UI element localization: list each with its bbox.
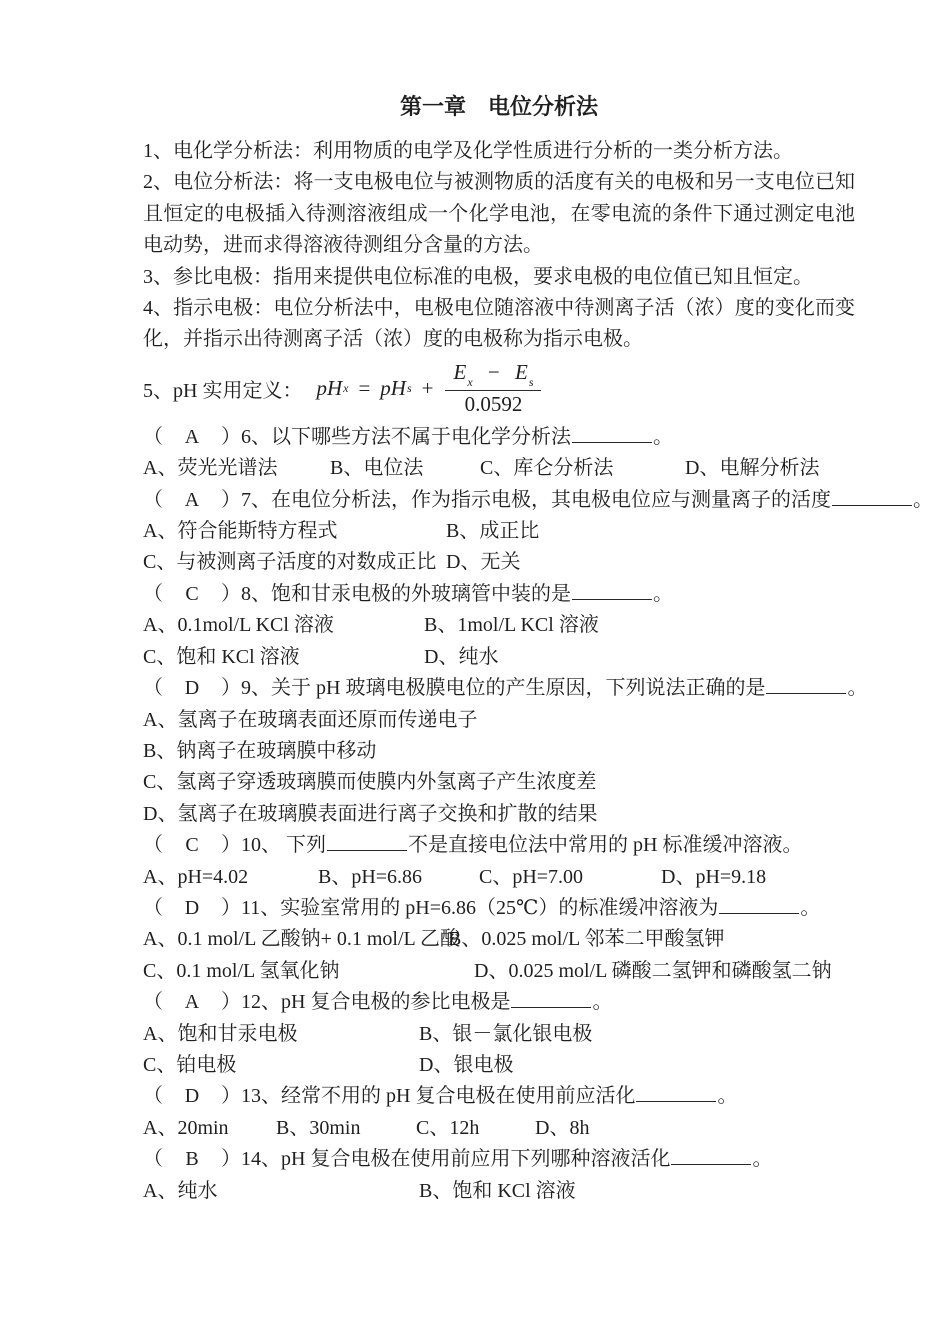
option-b: B、30min bbox=[276, 1116, 361, 1139]
option-c: C、库仑分析法 bbox=[480, 457, 614, 480]
question-11-options-row-2 bbox=[143, 956, 855, 987]
bracket-close: ） bbox=[221, 582, 241, 605]
option-d: D、无关 bbox=[446, 551, 521, 574]
option-c: C、0.1 mol/L 氢氧化钠 bbox=[143, 959, 340, 982]
bracket-open: （ bbox=[143, 834, 163, 857]
definition-5-ph-formula bbox=[143, 358, 855, 420]
question-9-option-b bbox=[143, 736, 855, 767]
fraction bbox=[445, 361, 541, 416]
option-c: C、与被测离子活度的对数成正比 bbox=[143, 551, 437, 574]
question-14-stem: （ B ）14、pH 复合电极在使用前应用下列哪种溶液活化 。 bbox=[143, 1144, 855, 1175]
question-9-stem: （ D ）9、关于 pH 玻璃电极膜电位的产生原因，下列说法正确的是 。 bbox=[143, 673, 855, 704]
option-a: A、纯水 bbox=[143, 1179, 218, 1202]
option-b: B、电位法 bbox=[330, 457, 424, 480]
bracket-open: （ bbox=[143, 991, 163, 1014]
chapter-title: 第一章 电位分析法 bbox=[399, 94, 598, 119]
answer-blank bbox=[572, 428, 652, 443]
option-a: A、氢离子在玻璃表面还原而传递电子 bbox=[143, 708, 478, 731]
option-b: B、1mol/L KCl 溶液 bbox=[424, 614, 599, 637]
question-11-options-row-1 bbox=[143, 924, 855, 955]
question-11-stem: （ D ）11、实验室常用的 pH=6.86（25℃）的标准缓冲溶液为 。 bbox=[143, 893, 855, 924]
bracket-open: （ bbox=[143, 1148, 163, 1171]
option-c: C、12h bbox=[416, 1116, 480, 1139]
answer-blank bbox=[327, 836, 407, 851]
minus-sign: − bbox=[487, 360, 500, 385]
question-8 bbox=[143, 579, 855, 673]
option-c: C、氢离子穿透玻璃膜而使膜内外氢离子产生浓度差 bbox=[143, 771, 597, 794]
question-7-options-row-1 bbox=[143, 516, 855, 547]
question-9-option-a bbox=[143, 705, 855, 736]
option-a: A、0.1 mol/L 乙酸钠+ 0.1 mol/L 乙酸 bbox=[143, 928, 461, 951]
answer-blank bbox=[671, 1150, 751, 1165]
question-7-answer: A bbox=[184, 488, 200, 511]
bracket-open: （ bbox=[143, 582, 163, 605]
question-9-option-d bbox=[143, 799, 855, 830]
fraction-numerator: $E_x - E_s$ bbox=[445, 361, 541, 391]
formula-label: 5、pH 实用定义： bbox=[143, 380, 303, 403]
bracket-close: ） bbox=[221, 425, 241, 448]
option-d: D、氢离子在玻璃膜表面进行离子交换和扩散的结果 bbox=[143, 802, 598, 825]
question-6 bbox=[143, 422, 855, 485]
option-a: A、20min bbox=[143, 1116, 229, 1139]
question-8-options-row-2 bbox=[143, 642, 855, 673]
question-11 bbox=[143, 893, 855, 987]
option-d: D、纯水 bbox=[424, 645, 499, 668]
question-13-answer: D bbox=[184, 1085, 200, 1108]
question-12-answer: A bbox=[184, 991, 200, 1014]
question-6-answer: A bbox=[184, 425, 200, 448]
answer-blank bbox=[572, 585, 652, 600]
option-a: A、符合能斯特方程式 bbox=[143, 520, 338, 543]
definition-4: 4、指示电极：电位分析法中，电极电位随溶液中待测离子活（浓）度的变化而变化，并指示出待测离子活（浓）度的电极称为指示电极。 bbox=[143, 297, 855, 351]
equals-sign: = bbox=[358, 376, 371, 401]
ph-s: pH bbox=[380, 376, 406, 401]
question-13-stem: （ D ）13、经常不用的 pH 复合电极在使用前应活化 。 bbox=[143, 1081, 855, 1112]
bracket-close: ） bbox=[221, 896, 241, 919]
bracket-open: （ bbox=[143, 488, 163, 511]
question-13-options bbox=[143, 1113, 855, 1144]
definition-1: 1、电化学分析法：利用物质的电学及化学性质进行分析的一类分析方法。 bbox=[143, 140, 793, 162]
question-14-answer: B bbox=[185, 1148, 199, 1171]
question-12-options-row-1 bbox=[143, 1019, 855, 1050]
question-6-stem: （ A ）6、以下哪些方法不属于电化学分析法 。 bbox=[143, 422, 855, 453]
bracket-close: ） bbox=[221, 488, 241, 511]
option-b: B、成正比 bbox=[446, 520, 540, 543]
question-6-options bbox=[143, 453, 855, 484]
bracket-close: ） bbox=[221, 1085, 241, 1108]
bracket-close: ） bbox=[221, 677, 241, 700]
question-11-answer: D bbox=[184, 896, 200, 919]
plus-sign: + bbox=[421, 376, 434, 401]
question-10 bbox=[143, 830, 855, 893]
bracket-close: ） bbox=[221, 1148, 241, 1171]
question-14-options bbox=[143, 1176, 855, 1207]
question-12 bbox=[143, 987, 855, 1081]
option-b: B、银－氯化银电极 bbox=[419, 1022, 593, 1045]
answer-blank bbox=[832, 491, 912, 506]
document-page bbox=[143, 92, 933, 1207]
option-a: A、pH=4.02 bbox=[143, 865, 249, 888]
question-9 bbox=[143, 673, 868, 830]
answer-blank bbox=[511, 993, 591, 1008]
question-14 bbox=[143, 1144, 855, 1207]
ph-x: pH bbox=[316, 376, 343, 401]
question-12-options-row-2 bbox=[143, 1050, 855, 1081]
answer-blank bbox=[636, 1087, 716, 1102]
question-10-stem: （ C ）10、 下列 不是直接电位法中常用的 pH 标准缓冲溶液。 bbox=[143, 830, 855, 861]
option-d: D、电解分析法 bbox=[685, 457, 820, 480]
option-a: A、荧光光谱法 bbox=[143, 457, 278, 480]
question-12-stem: （ A ）12、pH 复合电极的参比电极是 。 bbox=[143, 987, 855, 1018]
question-7-stem: （ A ）7、在电位分析法，作为指示电极，其电极电位应与测量离子的活度 。 bbox=[143, 485, 855, 516]
option-c: C、饱和 KCl 溶液 bbox=[143, 645, 300, 668]
option-b: B、饱和 KCl 溶液 bbox=[419, 1179, 576, 1202]
answer-blank bbox=[766, 679, 846, 694]
question-13 bbox=[143, 1081, 855, 1144]
option-b: B、钠离子在玻璃膜中移动 bbox=[143, 739, 377, 762]
bracket-close: ） bbox=[221, 991, 241, 1014]
option-c: C、pH=7.00 bbox=[479, 865, 584, 888]
option-b: B、pH=6.86 bbox=[318, 865, 423, 888]
option-d: D、8h bbox=[535, 1116, 590, 1139]
bracket-open: （ bbox=[143, 1085, 163, 1108]
option-d: D、0.025 mol/L 磷酸二氢钾和磷酸氢二钠 bbox=[474, 959, 832, 982]
question-7 bbox=[143, 485, 933, 579]
option-c: C、铂电极 bbox=[143, 1053, 237, 1076]
definition-3: 3、参比电极：指用来提供电位标准的电极，要求电极的电位值已知且恒定。 bbox=[143, 265, 813, 288]
question-8-answer: C bbox=[185, 582, 199, 605]
definition-2: 2、电位分析法：将一支电极电位与被测物质的活度有关的电极和另一支电位已知且恒定的电极插入待测溶液组成一个化学电池，在零电流的条件下通过测定电池电动势，进而求得溶液待测组分含量的方法。 bbox=[143, 171, 855, 257]
question-10-answer: C bbox=[185, 834, 199, 857]
ph-equation: pH x = pH s + $\frac{E_x - E_s}{0.0592}$ bbox=[316, 361, 541, 416]
bracket-open: （ bbox=[143, 896, 163, 919]
option-a: A、0.1mol/L KCl 溶液 bbox=[143, 614, 334, 637]
question-9-option-c bbox=[143, 767, 855, 798]
fraction-denominator: 0.0592 bbox=[464, 392, 523, 417]
question-8-options-row-1 bbox=[143, 610, 855, 641]
question-10-options bbox=[143, 862, 855, 893]
question-9-answer: D bbox=[184, 677, 200, 700]
option-a: A、饱和甘汞电极 bbox=[143, 1022, 298, 1045]
option-d: D、银电极 bbox=[419, 1053, 514, 1076]
bracket-open: （ bbox=[143, 425, 163, 448]
bracket-open: （ bbox=[143, 677, 163, 700]
question-8-stem: （ C ）8、饱和甘汞电极的外玻璃管中装的是 。 bbox=[143, 579, 855, 610]
bracket-close: ） bbox=[221, 834, 241, 857]
answer-blank bbox=[719, 899, 799, 914]
option-b: B、0.025 mol/L 邻苯二甲酸氢钾 bbox=[448, 928, 725, 951]
question-7-options-row-2 bbox=[143, 547, 855, 578]
option-d: D、pH=9.18 bbox=[661, 865, 767, 888]
